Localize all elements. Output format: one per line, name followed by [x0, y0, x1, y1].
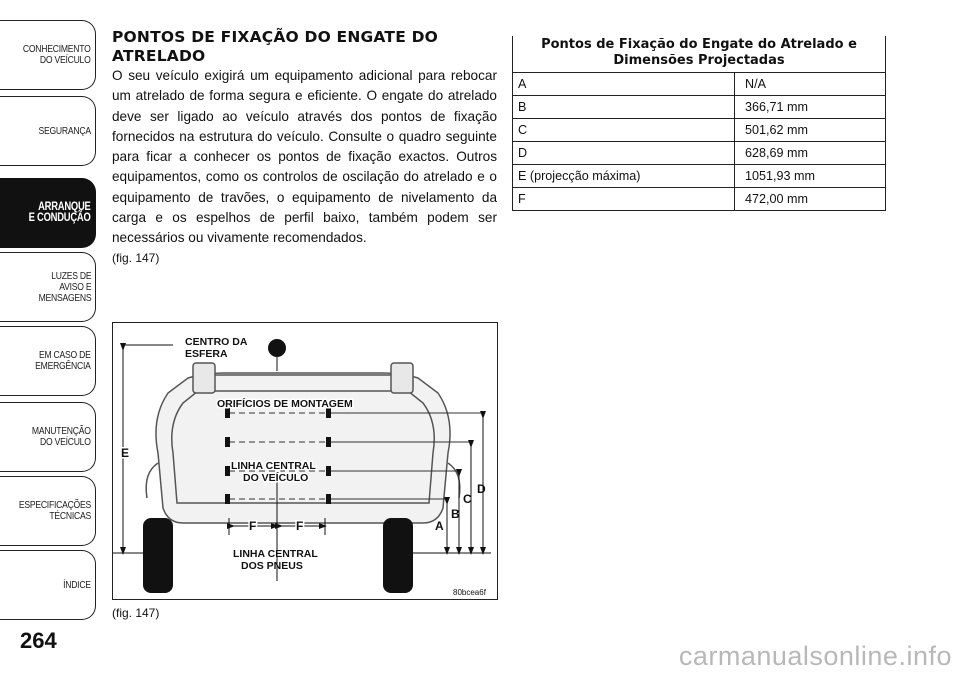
tab-luzes[interactable] — [0, 252, 96, 322]
label-tire-centerline: LINHA CENTRAL DOS PNEUS — [233, 548, 318, 572]
figure-code: 80bcea6f — [453, 588, 486, 597]
dimensions-table — [512, 36, 886, 211]
row-value: N/A — [735, 73, 886, 96]
table-row — [513, 119, 886, 142]
label-vehicle-centerline: LINHA CENTRAL DO VEÍCULO — [231, 460, 316, 484]
tab-label: LUZES DE AVISO E MENSAGENS — [38, 269, 91, 304]
row-label: A — [513, 73, 735, 96]
label-F1: F — [249, 519, 257, 533]
row-value: 1051,93 mm — [735, 165, 886, 188]
tab-especificacoes[interactable] — [0, 476, 96, 546]
row-value: 366,71 mm — [735, 96, 886, 119]
table-row — [513, 142, 886, 165]
label-F2: F — [296, 519, 304, 533]
tab-manutencao[interactable] — [0, 402, 96, 472]
table-row — [513, 96, 886, 119]
section-body: O seu veículo exigirá um equipamento adicional para rebocar um atrelado de forma segura e eficiente. O engate do atrelado deve ser ligado ao veículo através dos pontos de fixação fornecidos na estrutura do veículo. Consulte o quadro seguinte para ficar a conhecer os pontos de fixação exactos. Outros equipamentos, como os controlos de oscilação do atrelado e o equipamento de travões, o equipamento de nivelamento da carga e os espelhos de perfil baixo, também podem ser necessários ou vivamente recomendados. — [112, 68, 497, 246]
table-row — [513, 165, 886, 188]
label-E: E — [121, 446, 130, 460]
tab-label: SEGURANÇA — [38, 124, 91, 137]
hitch-diagram — [112, 322, 498, 600]
tab-label: ESPECIFICAÇÕES TÉCNICAS — [18, 499, 91, 522]
tab-label: ARRANQUE E CONDUÇÃO — [29, 201, 91, 224]
label-D: D — [477, 482, 486, 496]
hitch-diagram-svg — [113, 323, 499, 601]
tab-label: EM CASO DE EMERGÊNCIA — [35, 349, 91, 372]
row-value: 628,69 mm — [735, 142, 886, 165]
tab-label: ÍNDICE — [63, 578, 91, 591]
figure-reference: (fig. 147) — [112, 250, 160, 265]
row-label: C — [513, 119, 735, 142]
tab-arranque[interactable] — [0, 178, 96, 248]
tab-conhecimento[interactable] — [0, 20, 96, 90]
page-number: 264 — [20, 628, 57, 653]
tab-label: CONHECIMENTO DO VEÍCULO — [23, 43, 91, 66]
row-value: 501,62 mm — [735, 119, 886, 142]
table-row — [513, 73, 886, 96]
label-A: A — [435, 519, 444, 533]
row-label: B — [513, 96, 735, 119]
row-label: D — [513, 142, 735, 165]
tab-label: MANUTENÇÃO DO VEÍCULO — [32, 425, 91, 448]
tab-emergencia[interactable] — [0, 326, 96, 396]
figure-caption: (fig. 147) — [112, 606, 160, 620]
section-heading: PONTOS DE FIXAÇÃO DO ENGATE DO ATRELADO — [112, 28, 439, 65]
text-column — [112, 28, 497, 265]
row-value: 472,00 mm — [735, 188, 886, 211]
tab-seguranca[interactable] — [0, 96, 96, 166]
label-B: B — [451, 507, 460, 521]
row-label: E (projecção máxima) — [513, 165, 735, 188]
hitch-ball — [268, 339, 286, 357]
watermark: carmanualsonline.info — [678, 641, 952, 671]
label-mount-holes: ORIFÍCIOS DE MONTAGEM — [217, 398, 353, 410]
table-row — [513, 188, 886, 211]
row-label: F — [513, 188, 735, 211]
label-C: C — [463, 492, 472, 506]
tab-indice[interactable] — [0, 550, 96, 620]
table-title: Pontos de Fixação do Engate do Atrelado e Dimensões Projectadas — [513, 36, 886, 73]
label-ball-center: CENTRO DA ESFERA — [185, 336, 248, 360]
